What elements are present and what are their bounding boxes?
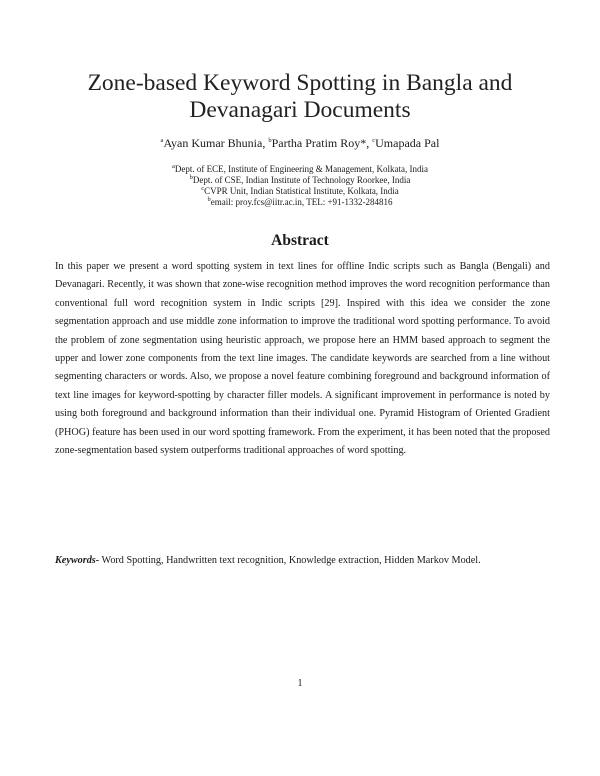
affiliation-1-mark: a	[171, 163, 175, 170]
author-1	[160, 136, 272, 150]
affiliation-3-text: CVPR Unit, Indian Statistical Institute, Kolkata, India	[204, 186, 399, 196]
keywords-paragraph	[55, 552, 550, 570]
author-1-name: Ayan Kumar Bhunia,	[163, 136, 269, 150]
affiliation-list	[40, 164, 560, 208]
abstract-body: In this paper we present a word spotting system in text lines for offline Indic scripts such as Bangla (Bengali) and Devanagari. Recently, it was shown that zone-wise recognition method improves the word recognition performance than conventional full word recognition system in Indic scripts [29]. Inspired with this idea we consider the zone segmentation approach and use middle zone information to improve the traditional word spotting performance. To avoid the problem of zone segmentation using heuristic approach, we propose here an HMM based approach to segment the upper and lower zone components from the text line images. The candidate keywords are searched from a line without segmenting characters or words. Also, we propose a novel feature combining foreground and background information of text line images for keyword-spotting by character filler models. A significant improvement in performance is noted by using both foreground and background information than their individual one. Pyramid Histogram of Oriented Gradient (PHOG) feature has been used in our word spotting framework. From the experiment, it has been noted that the proposed zone-segmentation based system outperforms traditional approaches of word spotting.	[55, 261, 550, 457]
abstract-heading: Abstract	[271, 232, 329, 249]
author-2-name: Partha Pratim Roy*,	[271, 136, 373, 150]
contact-email-mark: b	[207, 196, 211, 203]
author-3-name: Umapada Pal	[375, 136, 440, 150]
keywords-text: Word Spotting, Handwritten text recognition, Knowledge extraction, Hidden Markov Model.	[99, 555, 481, 566]
author-2-mark: b	[268, 137, 272, 144]
affiliation-2	[40, 175, 560, 186]
title-line-1: Zone-based Keyword Spotting in Bangla and	[87, 70, 513, 96]
author-2	[268, 136, 372, 150]
affiliation-1	[40, 164, 560, 175]
author-3-mark: c	[372, 137, 376, 144]
page-number: 1	[297, 678, 303, 689]
keywords-label: Keywords-	[55, 555, 100, 566]
affiliation-3-mark: c	[201, 185, 205, 192]
affiliation-2-text: Dept. of CSE, Indian Institute of Technology Roorkee, India	[192, 175, 411, 185]
author-list	[40, 136, 560, 150]
affiliation-1-text: Dept. of ECE, Institute of Engineering & Management, Kolkata, India	[174, 164, 429, 174]
author-1-mark: a	[160, 137, 164, 144]
author-3	[372, 136, 439, 150]
title-line-2: Devanagari Documents	[189, 97, 411, 123]
contact-email	[40, 197, 560, 208]
contact-email-text: email: proy.fcs@iitr.ac.in, TEL: +91-1332-284816	[210, 197, 393, 207]
affiliation-3	[40, 186, 560, 197]
affiliation-2-mark: b	[189, 174, 193, 181]
paper-title	[40, 70, 560, 124]
